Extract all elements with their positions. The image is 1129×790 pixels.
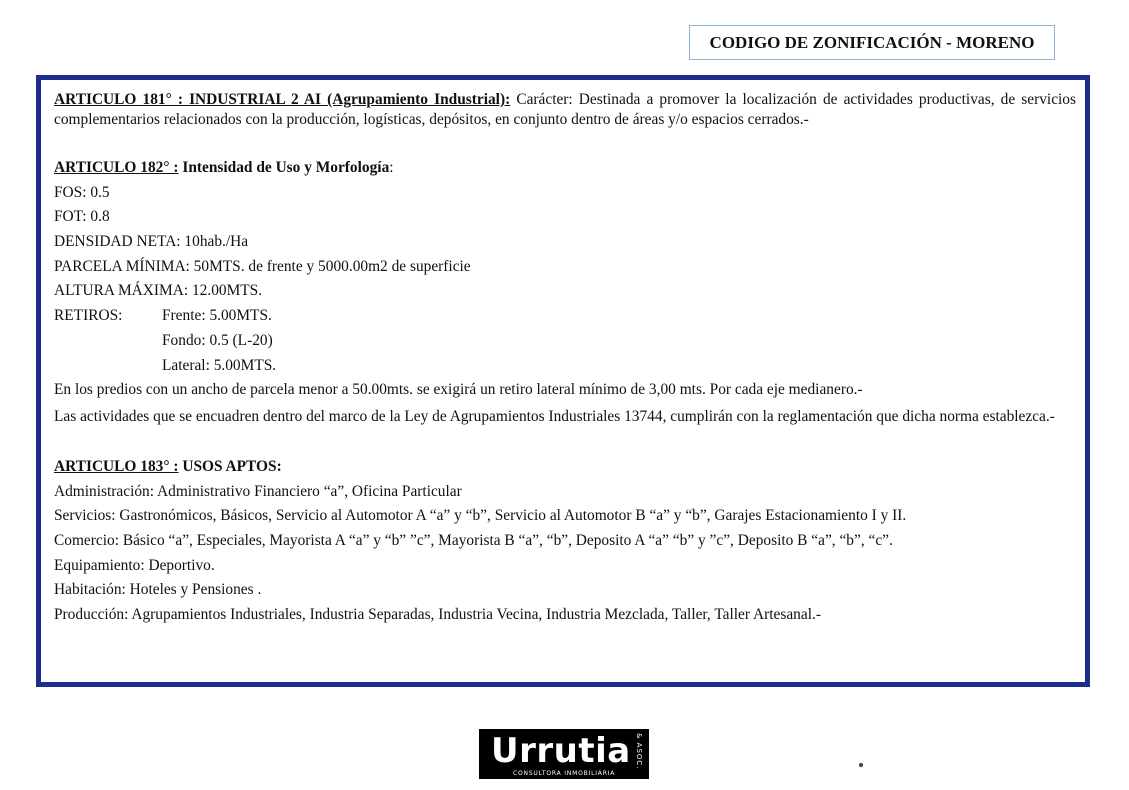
speck-mark — [859, 763, 863, 767]
administracion-line: Administración: Administrativo Financiero “a”, Oficina Particular — [54, 482, 462, 500]
retiros-line — [54, 304, 1076, 329]
servicios-line: Servicios: Gastronómicos, Básicos, Servicio al Automotor A “a” y “b”, Servicio al Automotor B “a” y “b”, Garajes Estacionamiento I y II. — [54, 507, 907, 525]
actividades-paragraph: Las actividades que se encuadren dentro del marco de la Ley de Agrupamientos Industriales 13744, cumplirán con la reglamentación que dicha norma establezca.- — [54, 407, 1055, 425]
document-body — [54, 90, 1076, 628]
fos-line: FOS: 0.5 — [54, 183, 110, 201]
densidad-line: DENSIDAD NETA: 10hab./Ha — [54, 233, 249, 251]
article-183-heading: ARTICULO 183° : — [54, 457, 179, 475]
predios-line: En los predios con un ancho de parcela menor a 50.00mts. se exigirá un retiro lateral mínimo de 3,00 mts. Por cada eje medianero.- — [54, 381, 863, 399]
article-182-colon: : — [389, 159, 394, 176]
retiros-label: RETIROS: — [54, 307, 123, 325]
document-title: CODIGO DE ZONIFICACIÓN - MORENO — [709, 32, 1035, 52]
article-181-heading: ARTICULO 181° : INDUSTRIAL 2 AI (Agrupamiento Industrial): — [54, 91, 511, 108]
habitacion-line: Habitación: Hoteles y Pensiones . — [54, 581, 262, 599]
parcela-line: PARCELA MÍNIMA: 50MTS. de frente y 5000.00m2 de superficie — [54, 257, 471, 275]
article-182-subheading: Intensidad de Uso y Morfología — [178, 159, 390, 176]
logo-side-text: & ASOC. — [635, 733, 643, 770]
article-182-title — [54, 156, 1076, 181]
logo-subtitle: CONSULTORA INMOBILIARIA — [513, 770, 616, 777]
comercio-line: Comercio: Básico “a”, Especiales, Mayorista A “a” y “b” ”c”, Mayorista B “a”, “b”, Deposito A “a” “b” y ”c”, Deposito B “a”, “b”, “c”. — [54, 531, 893, 549]
document-title-box — [689, 25, 1055, 60]
produccion-line: Producción: Agrupamientos Industriales, Industria Separadas, Industria Vecina, Industria Mezclada, Taller, Taller Artesanal.- — [54, 606, 821, 623]
article-182-heading: ARTICULO 182° : — [54, 159, 179, 176]
spacer — [54, 130, 1076, 156]
article-183-title — [54, 455, 1076, 480]
retiro-fondo: Fondo: 0.5 (L-20) — [162, 331, 273, 349]
spacer — [54, 427, 1076, 455]
equipamiento-line: Equipamiento: Deportivo. — [54, 556, 215, 574]
article-183-subheading: USOS APTOS: — [178, 457, 282, 475]
logo-name: Urrutia — [491, 731, 631, 771]
urrutia-logo — [479, 729, 649, 779]
article-181-text: Carácter: Destinada a promover la localización de actividades productivas, de servicios complementarios relacionados con la producción, logísticas, depósitos, en conjunto dentro de áreas y/o espacios cerrados.- — [54, 91, 1076, 128]
retiro-lateral: Lateral: 5.00MTS. — [162, 356, 277, 374]
fot-line: FOT: 0.8 — [54, 208, 110, 226]
article-181 — [54, 90, 1076, 130]
altura-line: ALTURA MÁXIMA: 12.00MTS. — [54, 282, 263, 300]
retiro-frente: Frente: 5.00MTS. — [162, 307, 272, 325]
